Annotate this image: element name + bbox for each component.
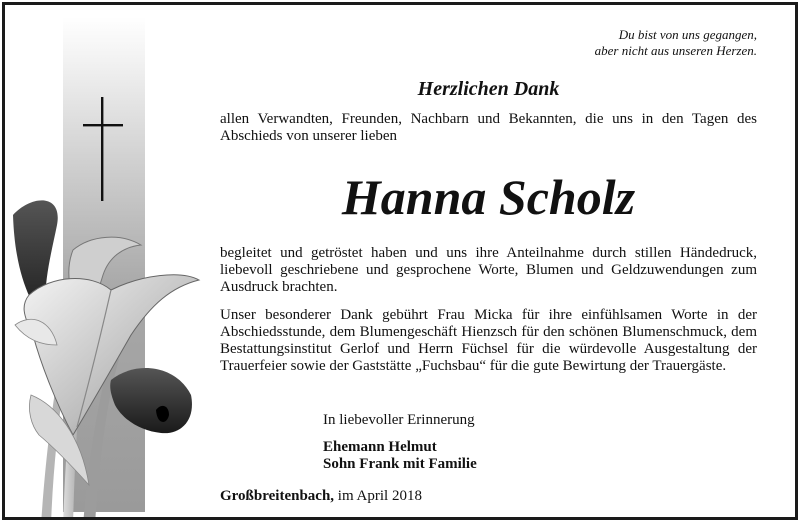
signatures — [323, 439, 477, 473]
intro-paragraph: allen Verwandten, Freunden, Nachbarn und Bekannten, die uns in den Tagen des Abschieds von unserer lieben — [220, 111, 757, 144]
thanks-paragraph: begleitet und getröstet haben und uns ihre Anteilnahme durch stillen Händedruck, liebevoll geschriebene und gesprochene Worte, Blumen und Geldzuwendungen zum Ausdruck brachten. — [220, 245, 757, 295]
signature-line: Sohn Frank mit Familie — [323, 456, 477, 472]
signature-line: Ehemann Helmut — [323, 439, 437, 455]
heading: Herzlichen Dank — [417, 78, 560, 100]
place-date — [220, 488, 422, 505]
memorial-quote — [545, 27, 757, 59]
quote-line-1: Du bist von uns gegangen, — [618, 27, 757, 42]
quote-line-2: aber nicht aus unseren Herzen. — [594, 43, 757, 58]
place: Großbreitenbach, — [220, 488, 335, 504]
date: im April 2018 — [337, 488, 422, 504]
special-thanks-paragraph: Unser besonderer Dank gebührt Frau Micka für ihre einfühlsamen Worte in der Abschiedsstunde, dem Blumengeschäft Hienzsch für den schönen Blumenschmuck, dem Bestattungsinstitut Gerlof und Herrn Füchsel für die würdevolle Ausgestaltung der Trauerfeier sowie der Gaststätte „Fuchsbau“ für die gute Bewirtung der Trauergäste. — [220, 307, 757, 374]
obituary-card — [2, 2, 798, 520]
deceased-name: Hanna Scholz — [341, 169, 636, 225]
cross-icon — [83, 97, 123, 201]
calla-lily-illustration — [11, 195, 201, 520]
regards-line: In liebevoller Erinnerung — [323, 412, 475, 428]
